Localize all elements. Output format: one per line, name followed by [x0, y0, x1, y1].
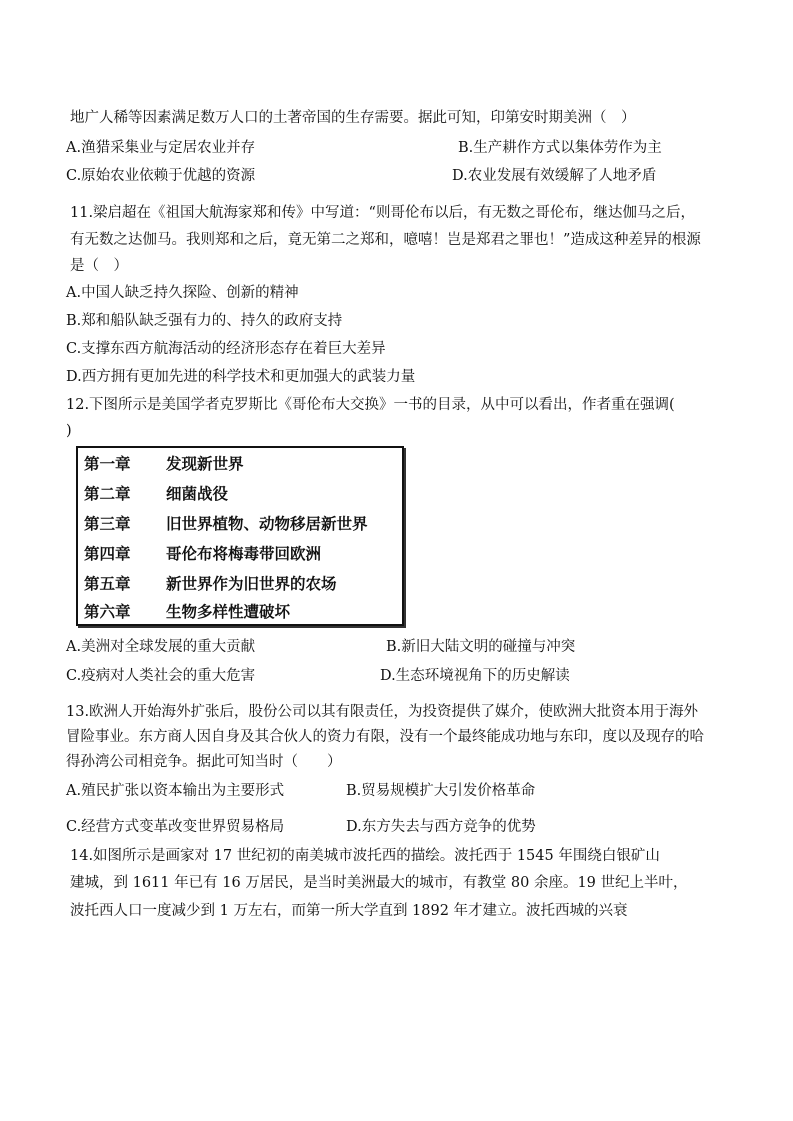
chapter-title: 生物多样性遭破坏	[166, 602, 291, 621]
chapter-title: 哥伦布将梅毒带回欧洲	[166, 544, 322, 563]
q14-stem-line-3: 波托西人口一度减少到 1 万左右，而第一所大学直到 1892 年才建立。波托西城的兴衰	[70, 903, 628, 919]
chapter-title: 细菌战役	[166, 484, 229, 503]
q11-option-a[interactable]: A.中国人缺乏持久探险、创新的精神	[66, 285, 299, 301]
q11-stem-line-2: 有无数之达伽马。我则郑和之后，竟无第二之郑和，噫嘻！岂是郑君之罪也！”造成这种差异的根源	[70, 232, 701, 248]
q11-option-b[interactable]: B.郑和船队缺乏强有力的、持久的政府支持	[66, 313, 343, 329]
chapter-row	[84, 600, 290, 622]
chapter-title: 发现新世界	[166, 454, 244, 473]
chapter-title: 新世界作为旧世界的农场	[166, 574, 337, 593]
chapter-row	[84, 512, 368, 534]
q10-option-d[interactable]: D.农业发展有效缓解了人地矛盾	[452, 168, 657, 184]
q11-option-d[interactable]: D.西方拥有更加先进的科学技术和更加强大的武装力量	[66, 369, 416, 385]
q13-stem-line-2: 冒险事业。东方商人因自身及其合伙人的资力有限，没有一个最终能成功地与东印，度以及现存的哈	[66, 729, 704, 745]
q11-option-c[interactable]: C.支撑东西方航海活动的经济形态存在着巨大差异	[66, 341, 386, 357]
q14-stem-line-2: 建城，到 1611 年已有 16 万居民，是当时美洲最大的城市，有教堂 80 余座。19 世纪上半叶，	[70, 875, 688, 891]
chapter-title: 旧世界植物、动物移居新世界	[166, 514, 368, 533]
chapter-number: 第四章	[84, 544, 131, 563]
q12-option-b[interactable]: B.新旧大陆文明的碰撞与冲突	[386, 639, 576, 655]
q10-option-c[interactable]: C.原始农业依赖于优越的资源	[66, 168, 256, 184]
q12-option-c[interactable]: C.疫病对人类社会的重大危害	[66, 668, 256, 684]
q13-option-c[interactable]: C.经营方式变革改变世界贸易格局	[66, 819, 285, 835]
chapter-number: 第一章	[84, 454, 131, 473]
chapter-row	[84, 542, 321, 564]
q12-stem-line-1: 12.下图所示是美国学者克罗斯比《哥伦布大交换》一书的目录，从中可以看出，作者重在强调(	[66, 397, 675, 413]
chapter-row	[84, 482, 228, 504]
q13-stem-line-1: 13.欧洲人开始海外扩张后，股份公司以其有限责任，为投资提供了媒介，使欧洲大批资本用于海外	[66, 704, 699, 720]
q12-option-d[interactable]: D.生态环境视角下的历史解读	[380, 668, 570, 684]
book-contents-figure	[76, 446, 404, 626]
chapter-number: 第六章	[84, 602, 131, 621]
chapter-row	[84, 452, 244, 474]
chapter-row	[84, 572, 337, 594]
q13-option-a[interactable]: A.殖民扩张以资本输出为主要形式	[66, 783, 285, 799]
q11-stem-line-1: 11.梁启超在《祖国大航海家郑和传》中写道：“则哥伦布以后，有无数之哥伦布，继达伽马之后，	[70, 205, 695, 221]
q13-stem-line-3: 得孙湾公司相竞争。据此可知当时（ ）	[66, 754, 342, 770]
q12-stem-line-2: )	[66, 423, 72, 439]
chapter-number: 第五章	[84, 574, 131, 593]
q13-option-d[interactable]: D.东方失去与西方竞争的优势	[346, 819, 536, 835]
q10-option-b[interactable]: B.生产耕作方式以集体劳作为主	[458, 140, 662, 156]
q13-option-b[interactable]: B.贸易规模扩大引发价格革命	[346, 783, 536, 799]
q12-option-a[interactable]: A.美洲对全球发展的重大贡献	[66, 639, 256, 655]
q11-stem-line-3: 是（ ）	[70, 258, 128, 274]
q10-option-a[interactable]: A.渔猎采集业与定居农业并存	[66, 140, 256, 156]
q10-stem-end: 地广人稀等因素满足数万人口的土著帝国的生存需要。据此可知，印第安时期美洲（ ）	[70, 110, 636, 126]
q14-stem-line-1: 14.如图所示是画家对 17 世纪初的南美城市波托西的描绘。波托西于 1545 年围绕白银矿山	[70, 848, 660, 864]
chapter-number: 第三章	[84, 514, 131, 533]
chapter-number: 第二章	[84, 484, 131, 503]
